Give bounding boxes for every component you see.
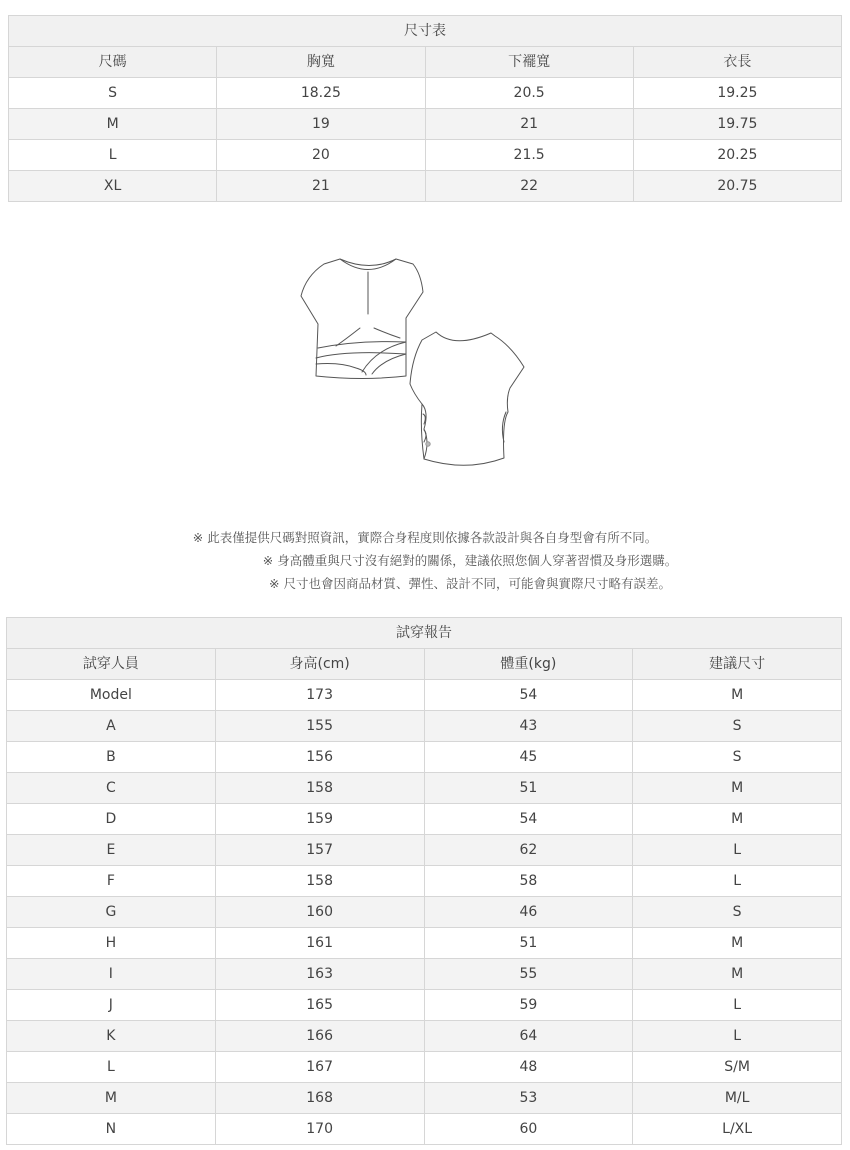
table-cell: L bbox=[9, 140, 217, 171]
table-cell: 51 bbox=[424, 773, 633, 804]
table-cell: 166 bbox=[215, 1021, 424, 1052]
table-row bbox=[7, 835, 842, 866]
table-cell: L bbox=[633, 1021, 842, 1052]
table-cell: L/XL bbox=[633, 1114, 842, 1145]
table-cell: 20.75 bbox=[633, 171, 841, 202]
table-cell: J bbox=[7, 990, 216, 1021]
size-header-hem: 下襬寬 bbox=[425, 47, 633, 78]
fit-report-title: 試穿報告 bbox=[7, 618, 842, 649]
table-cell: 46 bbox=[424, 897, 633, 928]
table-cell: L bbox=[633, 990, 842, 1021]
table-cell: M bbox=[633, 928, 842, 959]
table-cell: 48 bbox=[424, 1052, 633, 1083]
table-row bbox=[7, 804, 842, 835]
size-chart-title: 尺寸表 bbox=[9, 16, 842, 47]
table-row bbox=[7, 928, 842, 959]
fit-header-weight: 體重(kg) bbox=[424, 649, 633, 680]
table-cell: M bbox=[633, 680, 842, 711]
table-cell: A bbox=[7, 711, 216, 742]
table-cell: 21 bbox=[217, 171, 425, 202]
table-cell: K bbox=[7, 1021, 216, 1052]
table-row bbox=[9, 109, 842, 140]
note-line: ※ 尺寸也會因商品材質、彈性、設計不同，可能會與實際尺寸略有誤差。 bbox=[269, 576, 671, 591]
size-notes bbox=[0, 526, 850, 595]
table-cell: 19.25 bbox=[633, 78, 841, 109]
note-line: ※ 此表僅提供尺碼對照資訊，實際合身程度則依據各款設計與各自身型會有所不同。 bbox=[192, 530, 658, 545]
table-cell: 59 bbox=[424, 990, 633, 1021]
table-cell: M/L bbox=[633, 1083, 842, 1114]
table-cell: S bbox=[9, 78, 217, 109]
table-cell: S/M bbox=[633, 1052, 842, 1083]
table-row bbox=[7, 959, 842, 990]
table-cell: 51 bbox=[424, 928, 633, 959]
fit-report-table bbox=[6, 617, 842, 1145]
table-cell: B bbox=[7, 742, 216, 773]
table-row bbox=[7, 866, 842, 897]
table-row bbox=[7, 990, 842, 1021]
table-row bbox=[7, 742, 842, 773]
table-cell: 22 bbox=[425, 171, 633, 202]
size-header-length: 衣長 bbox=[633, 47, 841, 78]
table-row bbox=[7, 711, 842, 742]
table-cell: 157 bbox=[215, 835, 424, 866]
table-cell: 21 bbox=[425, 109, 633, 140]
table-cell: D bbox=[7, 804, 216, 835]
table-cell: 21.5 bbox=[425, 140, 633, 171]
table-cell: 19 bbox=[217, 109, 425, 140]
table-cell: 168 bbox=[215, 1083, 424, 1114]
table-cell: Model bbox=[7, 680, 216, 711]
table-row bbox=[9, 171, 842, 202]
table-row bbox=[7, 1083, 842, 1114]
table-cell: 19.75 bbox=[633, 109, 841, 140]
table-cell: I bbox=[7, 959, 216, 990]
table-cell: H bbox=[7, 928, 216, 959]
table-cell: 45 bbox=[424, 742, 633, 773]
table-cell: 54 bbox=[424, 804, 633, 835]
table-cell: M bbox=[633, 959, 842, 990]
table-cell: L bbox=[633, 835, 842, 866]
table-row bbox=[7, 897, 842, 928]
table-cell: 62 bbox=[424, 835, 633, 866]
table-cell: M bbox=[633, 773, 842, 804]
table-cell: N bbox=[7, 1114, 216, 1145]
table-cell: 58 bbox=[424, 866, 633, 897]
garment-front-view bbox=[301, 259, 423, 379]
table-row bbox=[7, 1052, 842, 1083]
table-cell: 160 bbox=[215, 897, 424, 928]
garment-back-view bbox=[410, 332, 524, 465]
table-cell: 53 bbox=[424, 1083, 633, 1114]
table-cell: S bbox=[633, 711, 842, 742]
table-cell: S bbox=[633, 897, 842, 928]
table-cell: 20 bbox=[217, 140, 425, 171]
table-cell: 165 bbox=[215, 990, 424, 1021]
note-line: ※ 身高體重與尺寸沒有絕對的關係，建議依照您個人穿著習慣及身形選購。 bbox=[262, 553, 678, 568]
table-cell: E bbox=[7, 835, 216, 866]
table-cell: 159 bbox=[215, 804, 424, 835]
table-cell: 173 bbox=[215, 680, 424, 711]
table-cell: L bbox=[633, 866, 842, 897]
table-cell: C bbox=[7, 773, 216, 804]
table-row bbox=[7, 680, 842, 711]
table-cell: 20.25 bbox=[633, 140, 841, 171]
table-cell: 60 bbox=[424, 1114, 633, 1145]
table-cell: 163 bbox=[215, 959, 424, 990]
fit-header-tester: 試穿人員 bbox=[7, 649, 216, 680]
table-row bbox=[7, 773, 842, 804]
table-row bbox=[7, 1114, 842, 1145]
table-cell: 18.25 bbox=[217, 78, 425, 109]
table-cell: 43 bbox=[424, 711, 633, 742]
table-cell: 20.5 bbox=[425, 78, 633, 109]
garment-sketch-image bbox=[296, 254, 536, 474]
table-row bbox=[7, 1021, 842, 1052]
table-cell: 55 bbox=[424, 959, 633, 990]
size-header-size: 尺碼 bbox=[9, 47, 217, 78]
table-cell: L bbox=[7, 1052, 216, 1083]
table-cell: 167 bbox=[215, 1052, 424, 1083]
table-cell: 158 bbox=[215, 773, 424, 804]
table-cell: 158 bbox=[215, 866, 424, 897]
fit-header-suggested-size: 建議尺寸 bbox=[633, 649, 842, 680]
size-chart-table bbox=[8, 15, 842, 202]
table-cell: XL bbox=[9, 171, 217, 202]
table-cell: 156 bbox=[215, 742, 424, 773]
table-cell: M bbox=[633, 804, 842, 835]
fit-header-height: 身高(cm) bbox=[215, 649, 424, 680]
size-header-chest: 胸寬 bbox=[217, 47, 425, 78]
table-cell: F bbox=[7, 866, 216, 897]
table-cell: 170 bbox=[215, 1114, 424, 1145]
table-row bbox=[9, 140, 842, 171]
table-cell: M bbox=[9, 109, 217, 140]
table-cell: G bbox=[7, 897, 216, 928]
table-cell: 64 bbox=[424, 1021, 633, 1052]
table-cell: M bbox=[7, 1083, 216, 1114]
table-cell: S bbox=[633, 742, 842, 773]
table-cell: 155 bbox=[215, 711, 424, 742]
table-cell: 161 bbox=[215, 928, 424, 959]
table-row bbox=[9, 78, 842, 109]
table-cell: 54 bbox=[424, 680, 633, 711]
